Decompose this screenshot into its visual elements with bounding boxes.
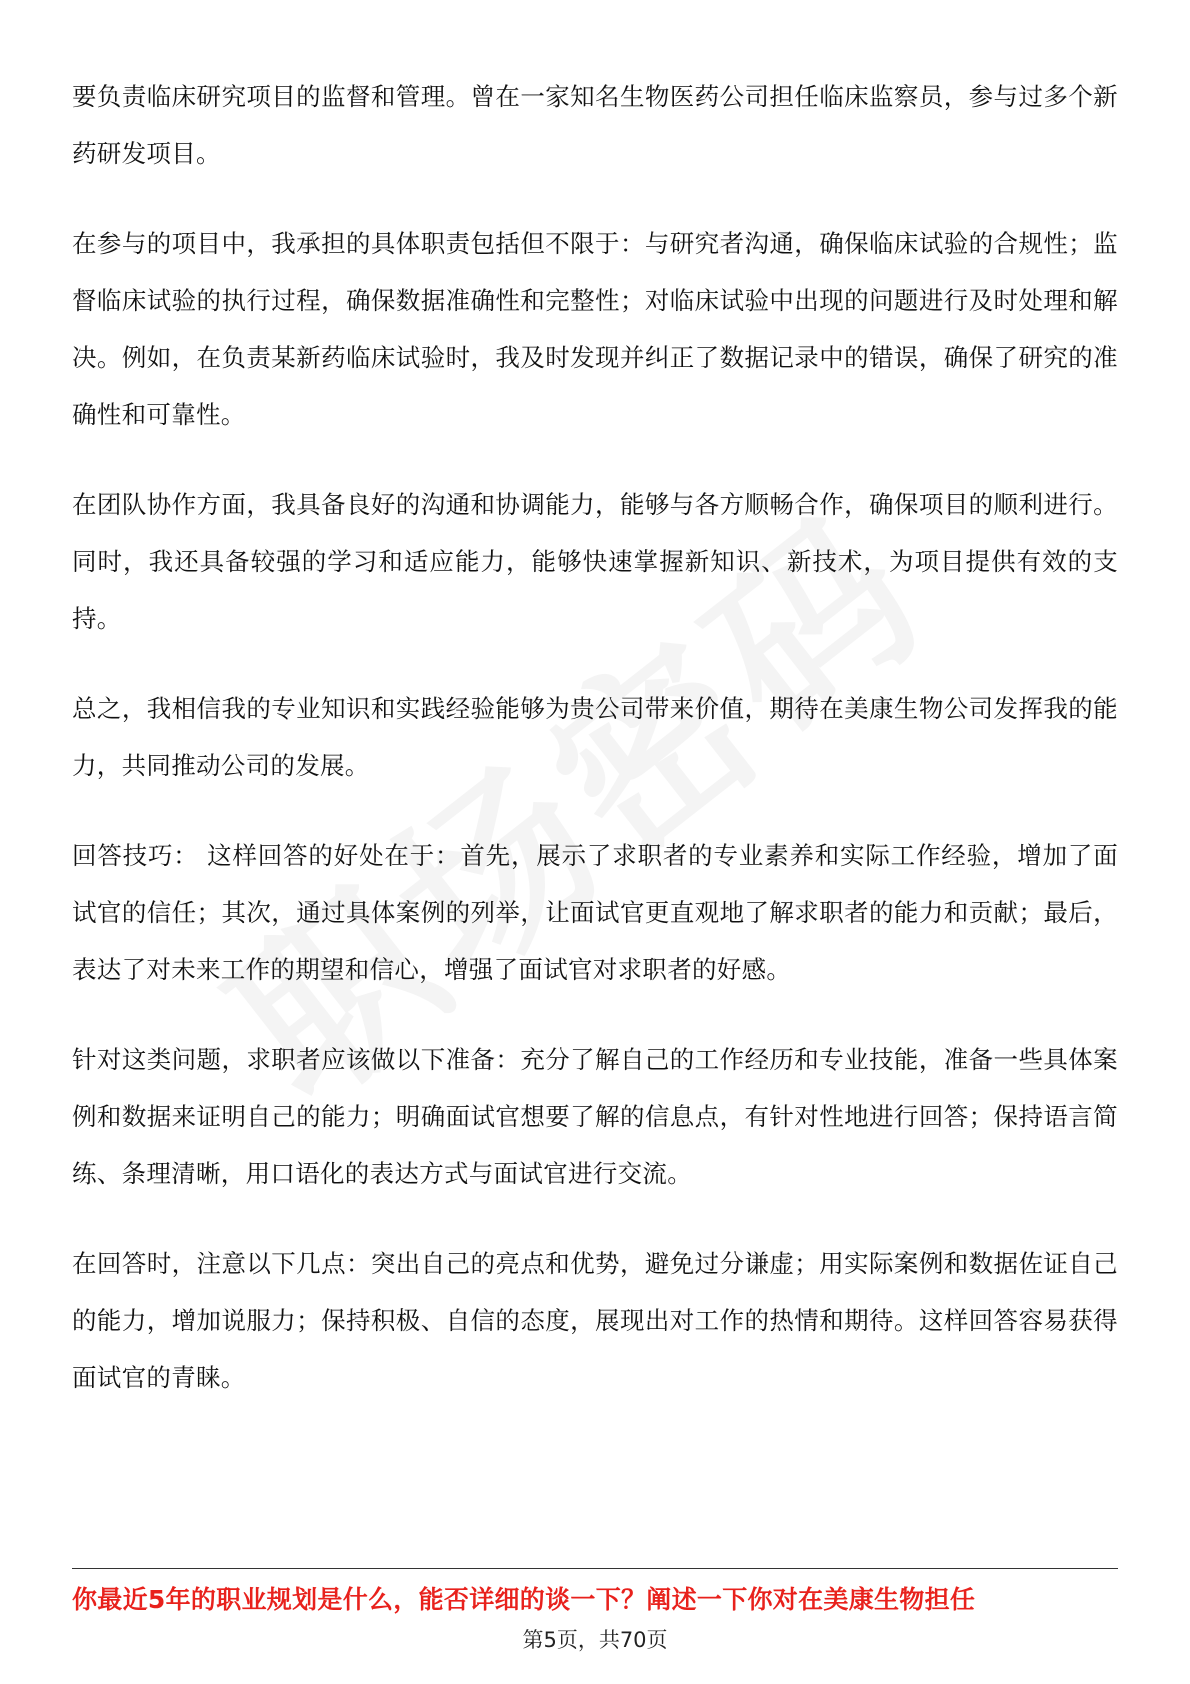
body-text — [72, 68, 1118, 1439]
paragraph-preparation: 针对这类问题，求职者应该做以下准备：充分了解自己的工作经历和专业技能，准备一些具体案例和数据来证明自己的能力；明确面试官想要了解的信息点，有针对性地进行回答；保持语言简练、条理清晰，用口语化的表达方式与面试官进行交流。 — [72, 1045, 1118, 1188]
paragraph-2: 在参与的项目中，我承担的具体职责包括但不限于：与研究者沟通，确保临床试验的合规性；监督临床试验的执行过程，确保数据准确性和完整性；对临床试验中出现的问题进行及时处理和解决。例如，在负责某新药临床试验时，我及时发现并纠正了数据记录中的错误，确保了研究的准确性和可靠性。 — [72, 229, 1118, 429]
paragraph-notes: 在回答时，注意以下几点：突出自己的亮点和优势，避免过分谦虚；用实际案例和数据佐证自己的能力，增加说服力；保持积极、自信的态度，展现出对工作的热情和期待。这样回答容易获得面试官的青睐。 — [72, 1249, 1118, 1392]
paragraph-4: 总之，我相信我的专业知识和实践经验能够为贵公司带来价值，期待在美康生物公司发挥我的能力，共同推动公司的发展。 — [72, 694, 1118, 780]
paragraph-1: 要负责临床研究项目的监督和管理。曾在一家知名生物医药公司担任临床监察员，参与过多个新药研发项目。 — [72, 82, 1118, 168]
paragraph-3: 在团队协作方面，我具备良好的沟通和协调能力，能够与各方顺畅合作，确保项目的顺利进行。同时，我还具备较强的学习和适应能力，能够快速掌握新知识、新技术，为项目提供有效的支持。 — [72, 490, 1118, 633]
page-number: 第5页，共70页 — [522, 1628, 668, 1652]
next-question-heading: 你最近5年的职业规划是什么，能否详细的谈一下？阐述一下你对在美康生物担任 — [72, 1585, 976, 1614]
divider — [72, 1568, 1118, 1569]
paragraph-answer-tips: 回答技巧： 这样回答的好处在于：首先，展示了求职者的专业素养和实际工作经验，增加了面试官的信任；其次，通过具体案例的列举，让面试官更直观地了解求职者的能力和贡献；最后，表达了对未来工作的期望和信心，增强了面试官对求职者的好感。 — [72, 841, 1118, 984]
